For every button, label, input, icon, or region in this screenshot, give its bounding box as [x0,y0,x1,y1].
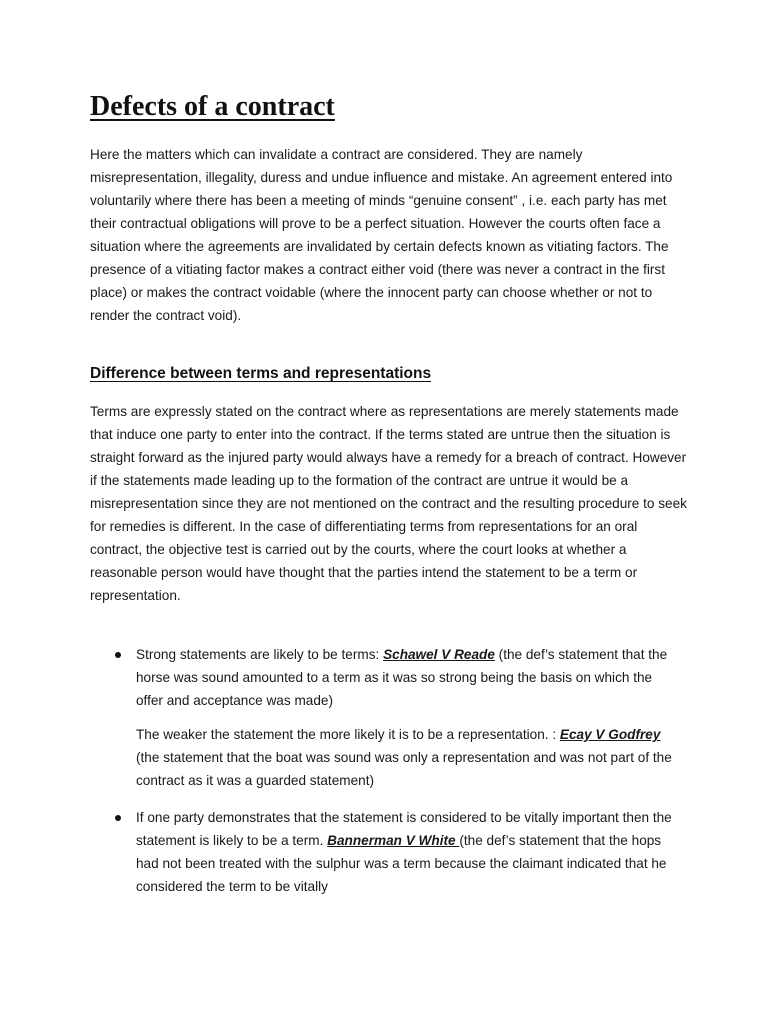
bullet-item-vital-importance [136,806,681,898]
section-paragraph: Terms are expressly stated on the contract where as representations are merely statements made that induce one party to enter into the contract. If the terms stated are untrue then the situation is straight forward as the injured party would always have a remedy for a breach of contract. However if the statements made leading up to the formation of the contract are untrue it would be a misrepresentation since they are not mentioned on the contract and the resulting procedure to seek for remedies is different. In the case of differentiating terms from representations for an oral contract, the objective test is carried out by the courts, where the court looks at whether a reasonable person would have thought that the parties intend the statement to be a term or representation. [90,404,687,603]
bullet-text-rest: (the statement that the boat was sound was only a representation and was not part of the contract as it was a guarded statement) [136,750,672,788]
document-title: Defects of a contract [90,91,335,122]
bullet-dot-icon [115,652,121,658]
section-heading: Difference between terms and representations [90,365,432,382]
bullet-dot-icon [115,815,121,821]
bullet-text-lead: Strong statements are likely to be terms: [136,647,384,662]
bullet-text-rest: (the def’s statement that the horse was sound amounted to a term as it was so strong being the basis on which the offer and acceptance was made) [136,647,668,708]
case-citation: Ecay V Godfrey [559,727,661,742]
case-citation: Bannerman V White [327,833,460,848]
bullet-text-rest: (the def’s statement that the hops had not been treated with the sulphur was a term because the claimant indicated that he considered the term to be vitally [136,833,667,894]
bullet-item-weaker-statements [136,723,681,792]
intro-paragraph: Here the matters which can invalidate a contract are considered. They are namely misrepresentation, illegality, duress and undue influence and mistake. An agreement entered into voluntarily where there has been a meeting of minds “genuine consent” , i.e. each party has met their contractual obligations will prove to be a perfect situation. However the courts often face a situation where the agreements are invalidated by certain defects known as vitiating factors. The presence of a vitiating factor makes a contract either void (there was never a contract in the first place) or makes the contract voidable (where the innocent party can choose whether or not to render the contract void). [90,147,673,323]
case-citation: Schawel V Reade [383,647,495,662]
bullet-text-lead: The weaker the statement the more likely it is to be a representation. : [136,727,560,742]
bullet-text-lead: If one party demonstrates that the statement is considered to be vitally important then the statement is likely to be a term. [136,810,672,848]
bullet-item-strong-statements [136,643,681,712]
